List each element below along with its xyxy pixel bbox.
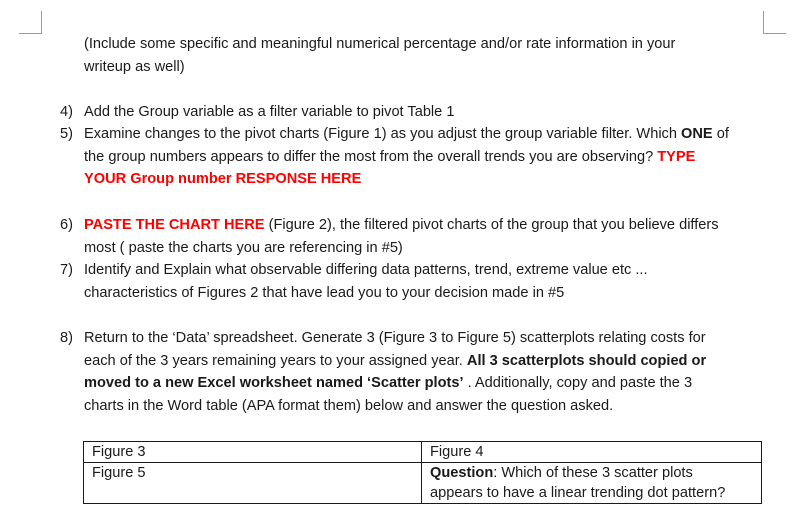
question-label: Question: [430, 465, 494, 481]
item-8-line-1: Return to the ‘Data’ spreadsheet. Generate 3 (Figure 3 to Figure 5) scatterplots relating costs for: [84, 330, 706, 346]
item-8-line-4: charts in the Word table (APA format them) below and answer the question asked.: [84, 398, 614, 414]
item-5-text-a: Examine changes to the pivot charts (Figure 1) as you adjust the group variable filter. Which: [84, 126, 682, 142]
table-cell-figure-5[interactable]: Figure 5: [84, 463, 422, 504]
table-cell-figure-3[interactable]: Figure 3: [84, 442, 422, 463]
item-5-number: 5): [60, 126, 73, 142]
table-row: [84, 442, 762, 463]
item-5-line-2: [84, 147, 695, 167]
page-margin-corner-right: [763, 11, 786, 34]
question-text-2: appears to have a linear trending dot pattern?: [430, 485, 726, 501]
intro-line-1: (Include some specific and meaningful numerical percentage and/or rate information in your: [84, 36, 676, 52]
item-6-line-2: most ( paste the charts you are referencing in #5): [84, 240, 403, 256]
item-8-bold-b: moved to a new Excel worksheet named ‘Scatter plots’: [84, 375, 464, 391]
item-5-response-label-b: YOUR Group number RESPONSE HERE: [84, 171, 362, 187]
item-7-number: 7): [60, 262, 73, 278]
item-8-number: 8): [60, 330, 73, 346]
item-6-text: (Figure 2), the filtered pivot charts of the group that you believe differs: [264, 217, 719, 233]
table-cell-figure-4[interactable]: Figure 4: [422, 442, 762, 463]
item-8-bold-a: All 3 scatterplots should copied or: [466, 353, 707, 369]
item-8-line-2: [84, 351, 706, 371]
item-6-line-1: [84, 215, 719, 235]
table-cell-question[interactable]: [422, 463, 762, 504]
question-text-1: : Which of these 3 scatter plots: [493, 465, 693, 481]
item-4-number: 4): [60, 104, 73, 120]
table-row: [84, 463, 762, 504]
item-5-one-emphasis: ONE: [681, 126, 713, 142]
item-8-text-b: . Additionally, copy and paste the 3: [463, 375, 693, 391]
item-5-text-c: of: [712, 126, 729, 142]
page-margin-corner-left: [19, 11, 42, 34]
intro-line-2: writeup as well): [84, 59, 185, 75]
item-6-paste-chart-label: PASTE THE CHART HERE: [84, 217, 265, 233]
item-5-response-label-a: TYPE: [657, 149, 696, 165]
item-8-line-3: [84, 373, 692, 393]
item-7-line-2: characteristics of Figures 2 that have lead you to your decision made in #5: [84, 285, 565, 301]
figure-table: [83, 441, 762, 504]
item-5-line-1: [84, 124, 729, 144]
item-5-text-d: the group numbers appears to differ the most from the overall trends you are observing?: [84, 149, 658, 165]
item-4-text: Add the Group variable as a filter variable to pivot Table 1: [84, 104, 455, 120]
item-7-line-1: Identify and Explain what observable differing data patterns, trend, extreme value etc ...: [84, 262, 648, 278]
item-6-number: 6): [60, 217, 73, 233]
item-8-text-a: each of the 3 years remaining years to your assigned year.: [84, 353, 467, 369]
